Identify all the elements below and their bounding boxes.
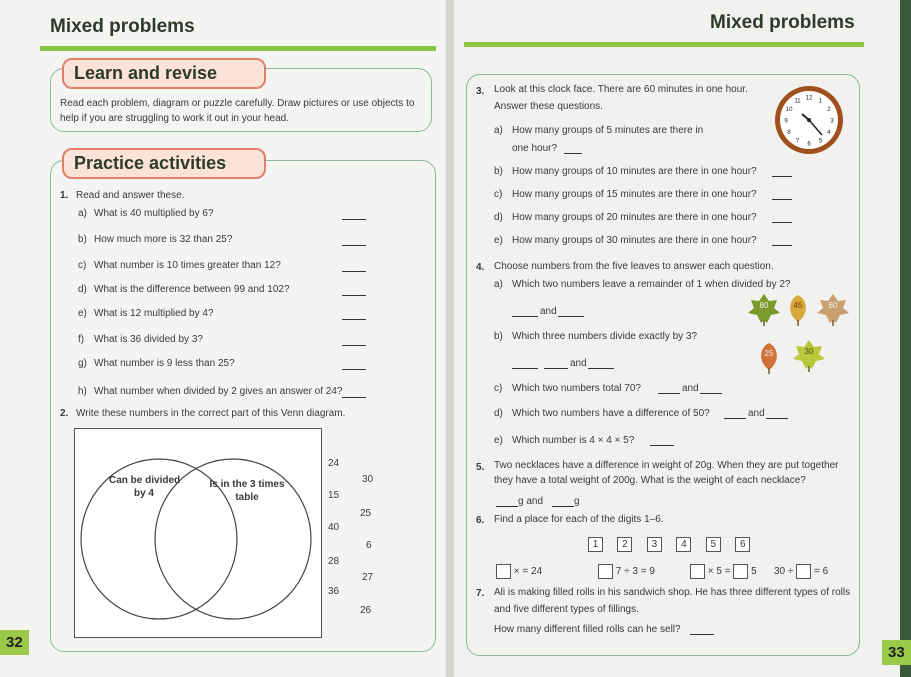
- answer-line[interactable]: [772, 235, 792, 246]
- digit-slot[interactable]: [690, 564, 705, 579]
- digit-slot[interactable]: [496, 564, 511, 579]
- q4-b-text: Which three numbers divide exactly by 3?: [512, 331, 698, 342]
- q5-answer-g1: g and: [518, 496, 544, 507]
- equation-4-text: 30 ÷: [774, 566, 794, 577]
- venn-number: 25: [360, 508, 372, 519]
- answer-line[interactable]: [772, 212, 792, 223]
- q1-item-text: What number when divided by 2 gives an answer of 24?: [94, 386, 343, 397]
- leaf-icon: [781, 292, 815, 326]
- venn-set-a-label-2: by 4: [133, 488, 154, 499]
- practice-heading: Practice activities: [62, 148, 266, 179]
- q2-text: Write these numbers in the correct part of this Venn diagram.: [76, 408, 346, 419]
- clock-number: 9: [784, 118, 788, 125]
- q3-number: 3.: [476, 86, 485, 97]
- digit-cards: [588, 536, 750, 554]
- left-page: [0, 0, 446, 677]
- digit-card[interactable]: 5: [706, 537, 721, 552]
- q7-number: 7.: [476, 588, 485, 599]
- answer-line[interactable]: [700, 383, 722, 394]
- digit-slot[interactable]: [796, 564, 811, 579]
- q5-text-1: Two necklaces have a difference in weight of 20g. When they are put together: [494, 460, 839, 471]
- clock-number: 7: [795, 138, 800, 145]
- venn-number: 28: [328, 556, 340, 567]
- leaf-value: 60: [828, 301, 838, 310]
- q4-d-and: and: [748, 408, 765, 419]
- right-page-title: Mixed problems: [710, 12, 855, 33]
- clock-center: [807, 118, 811, 122]
- clock-number: 12: [805, 95, 813, 102]
- answer-line[interactable]: [658, 383, 680, 394]
- answer-line[interactable]: [342, 209, 366, 220]
- answer-line[interactable]: [512, 358, 538, 369]
- clock-number: 4: [827, 130, 831, 136]
- q4-d-text: Which two numbers have a difference of 50?: [512, 408, 710, 419]
- leaf-icon: [792, 338, 826, 372]
- clock-number: 11: [794, 98, 801, 105]
- right-page-number: 33: [882, 640, 911, 665]
- venn-number: 40: [328, 522, 340, 533]
- answer-line[interactable]: [342, 359, 366, 370]
- equation-1-text: × = 24: [513, 566, 543, 577]
- q3-item-text: How many groups of 15 minutes are there in one hour?: [512, 189, 757, 200]
- q4-d-label: d): [494, 408, 503, 419]
- answer-line[interactable]: [342, 285, 366, 296]
- equation-1: [496, 564, 542, 579]
- q3-a-label: a): [494, 125, 503, 136]
- q3-a-text-1: How many groups of 5 minutes are there in: [512, 125, 704, 136]
- q4-text: Choose numbers from the five leaves to answer each question.: [494, 261, 774, 272]
- q3-item-text: How many groups of 10 minutes are there in one hour?: [512, 166, 757, 177]
- left-page-number: 32: [0, 630, 29, 655]
- q1-item-label: h): [78, 386, 87, 397]
- answer-line[interactable]: [766, 408, 788, 419]
- learn-heading: Learn and revise: [62, 58, 266, 89]
- answer-line[interactable]: [564, 143, 582, 154]
- answer-line[interactable]: [544, 358, 568, 369]
- digit-card[interactable]: 3: [647, 537, 662, 552]
- q4-c-and: and: [682, 383, 699, 394]
- q1-item-label: d): [78, 284, 87, 295]
- q1-item-label: f): [78, 334, 85, 345]
- answer-line[interactable]: [342, 261, 366, 272]
- q5-number: 5.: [476, 462, 485, 473]
- clock-number: 2: [827, 107, 831, 113]
- venn-diagram: [74, 428, 322, 638]
- equation-2-text: 7 ÷ 3 = 9: [615, 566, 655, 577]
- venn-number: 36: [328, 586, 340, 597]
- clock-number: 5: [818, 138, 823, 145]
- q7-text-1: Ali is making filled rolls in his sandwich shop. He has three different types of rolls: [494, 587, 851, 598]
- leaf-value: 25: [764, 349, 774, 358]
- q4-e-label: e): [494, 435, 503, 446]
- venn-set-b-label-2: table: [235, 492, 259, 503]
- equation-3: [690, 564, 757, 579]
- digit-slot[interactable]: [598, 564, 613, 579]
- q4-b-label: b): [494, 331, 503, 342]
- answer-line[interactable]: [512, 306, 538, 317]
- book-gutter: [446, 0, 454, 677]
- q4-c-text: Which two numbers total 70?: [512, 383, 641, 394]
- answer-line[interactable]: [342, 309, 366, 320]
- q7-text-3: How many different filled rolls can he sell?: [494, 624, 681, 635]
- q7-text-2: and five different types of fillings.: [494, 604, 639, 615]
- venn-number: 24: [328, 458, 340, 469]
- digit-card[interactable]: 4: [676, 537, 691, 552]
- digit-slot[interactable]: [733, 564, 748, 579]
- clock-number: 1: [818, 98, 823, 105]
- answer-line[interactable]: [552, 496, 574, 507]
- q1-item-text: What number is 9 less than 25?: [94, 358, 235, 369]
- clock-number: 6: [807, 141, 811, 148]
- q1-item-label: e): [78, 308, 87, 319]
- title-rule: [40, 46, 436, 51]
- q1-item-label: g): [78, 358, 87, 369]
- left-page-title: Mixed problems: [50, 16, 195, 37]
- answer-line[interactable]: [342, 387, 366, 398]
- venn-circles: [75, 429, 321, 637]
- clock-number: 10: [785, 107, 793, 113]
- leaf-icon: [747, 292, 781, 326]
- q3-item-label: e): [494, 235, 503, 246]
- q3-item-label: d): [494, 212, 503, 223]
- q1-item-text: What number is 10 times greater than 12?: [94, 260, 281, 271]
- answer-line[interactable]: [342, 235, 366, 246]
- q6-text: Find a place for each of the digits 1–6.: [494, 514, 664, 525]
- clock-number: 3: [830, 118, 834, 125]
- q3-item-label: c): [494, 189, 503, 200]
- q4-number: 4.: [476, 262, 485, 273]
- q4-c-label: c): [494, 383, 503, 394]
- q5-answer-g2: g: [574, 496, 580, 507]
- q1-item-label: b): [78, 234, 87, 245]
- answer-line[interactable]: [690, 624, 714, 635]
- leaf-value: 45: [793, 301, 803, 310]
- q1-item-text: What is 40 multiplied by 6?: [94, 208, 214, 219]
- q5-text-2: they have a total weight of 200g. What is the weight of each necklace?: [494, 475, 806, 486]
- digit-card[interactable]: 1: [588, 537, 603, 552]
- answer-line[interactable]: [342, 335, 366, 346]
- q4-e-text: Which number is 4 × 4 × 5?: [512, 435, 635, 446]
- q1-item-label: a): [78, 208, 87, 219]
- learn-text-1: Read each problem, diagram or puzzle carefully. Draw pictures or use objects to: [60, 98, 415, 109]
- leaf-value: 30: [804, 347, 814, 356]
- leaf-icon: [752, 340, 786, 374]
- q1-item-label: c): [78, 260, 87, 271]
- q1-item-text: What is 12 multiplied by 4?: [94, 308, 214, 319]
- learn-text-2: help if you are struggling to work it out in your head.: [60, 113, 290, 124]
- q1-item-text: What is 36 divided by 3?: [94, 334, 203, 345]
- equation-3-result: 5: [751, 566, 757, 577]
- q3-sub: Answer these questions.: [494, 101, 603, 112]
- q1-number: 1.: [60, 190, 69, 201]
- equation-3-text: × 5 =: [707, 566, 731, 577]
- venn-number: 15: [328, 490, 340, 501]
- digit-card[interactable]: 6: [735, 537, 750, 552]
- answer-line[interactable]: [724, 408, 746, 419]
- equation-4: [774, 564, 828, 579]
- equation-2: [598, 564, 655, 579]
- q4-a-and: and: [540, 306, 557, 317]
- q3-text: Look at this clock face. There are 60 minutes in one hour.: [494, 84, 748, 95]
- answer-line[interactable]: [588, 358, 614, 369]
- title-rule: [464, 42, 864, 47]
- leaf-icon: [816, 292, 850, 326]
- q4-a-label: a): [494, 279, 503, 290]
- clock-number: 8: [787, 130, 791, 136]
- q1-text: Read and answer these.: [76, 190, 185, 201]
- answer-line[interactable]: [772, 189, 792, 200]
- answer-line[interactable]: [772, 166, 792, 177]
- venn-set-a-label-1: Can be divided: [109, 475, 181, 486]
- answer-line[interactable]: [558, 306, 584, 317]
- leaf-value: 80: [759, 301, 769, 310]
- q1-item-text: What is the difference between 99 and 102?: [94, 284, 290, 295]
- q2-number: 2.: [60, 408, 69, 419]
- venn-set-b-label-1: Is in the 3 times: [209, 479, 285, 490]
- answer-line[interactable]: [496, 496, 518, 507]
- q3-item-label: b): [494, 166, 503, 177]
- right-page: [454, 0, 905, 677]
- q6-number: 6.: [476, 515, 485, 526]
- digit-card[interactable]: 2: [617, 537, 632, 552]
- venn-number: 6: [366, 540, 372, 551]
- q3-item-text: How many groups of 20 minutes are there in one hour?: [512, 212, 757, 223]
- venn-number: 26: [360, 605, 372, 616]
- q3-item-text: How many groups of 30 minutes are there in one hour?: [512, 235, 757, 246]
- answer-line[interactable]: [650, 435, 674, 446]
- venn-number: 27: [362, 572, 374, 583]
- clock-face: [772, 80, 846, 160]
- equation-4-result: = 6: [813, 566, 829, 577]
- q4-a-text: Which two numbers leave a remainder of 1 when divided by 2?: [512, 279, 791, 290]
- venn-number: 30: [362, 474, 374, 485]
- q3-a-text-2: one hour?: [512, 143, 558, 154]
- q1-item-text: How much more is 32 than 25?: [94, 234, 233, 245]
- q4-b-and: and: [570, 358, 587, 369]
